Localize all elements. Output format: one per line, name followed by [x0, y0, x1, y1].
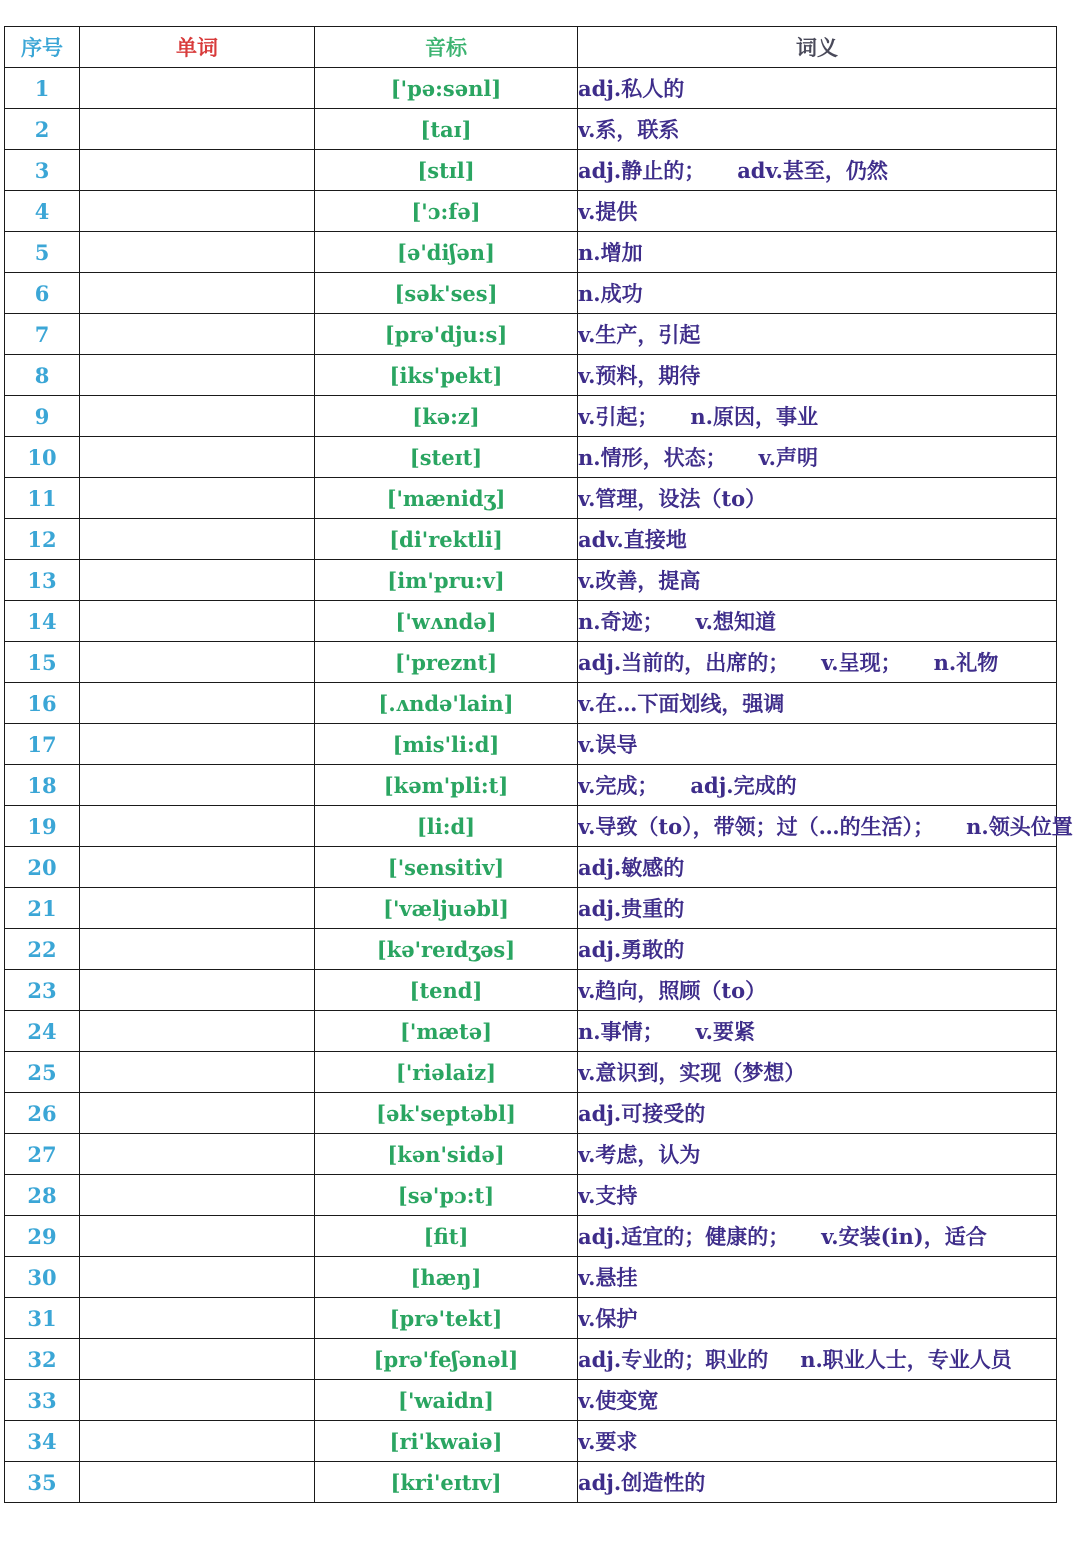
word-cell: [80, 437, 315, 478]
table-row: [5, 560, 1057, 601]
table-row: [5, 765, 1057, 806]
row-number: 29: [5, 1216, 80, 1257]
meaning-sense: adj.可接受的: [578, 1101, 706, 1126]
meaning-sense: v.完成；: [578, 773, 659, 798]
row-number: 17: [5, 724, 80, 765]
word-cell: [80, 396, 315, 437]
meaning-cell: [578, 1216, 1057, 1257]
meaning-sense: v.考虑，认为: [578, 1142, 701, 1167]
word-cell: [80, 1298, 315, 1339]
row-number: 12: [5, 519, 80, 560]
phonetic-cell: [stɪl]: [315, 150, 578, 191]
phonetic-cell: ['sensitiv]: [315, 847, 578, 888]
phonetic-cell: [iks'pekt]: [315, 355, 578, 396]
row-number: 18: [5, 765, 80, 806]
word-cell: [80, 109, 315, 150]
meaning-sense: v.系，联系: [578, 117, 680, 142]
table-row: [5, 601, 1057, 642]
table-row: [5, 396, 1057, 437]
table-row: [5, 683, 1057, 724]
meaning-cell: [578, 929, 1057, 970]
phonetic-cell: ['væljuəbl]: [315, 888, 578, 929]
row-number: 34: [5, 1421, 80, 1462]
meaning-cell: [578, 68, 1057, 109]
phonetic-cell: [hæŋ]: [315, 1257, 578, 1298]
meaning-sense: adv.甚至，仍然: [737, 158, 888, 183]
table-row: [5, 150, 1057, 191]
meaning-sense: adj.勇敢的: [578, 937, 685, 962]
meaning-sense: adv.直接地: [578, 527, 687, 552]
word-cell: [80, 929, 315, 970]
table-row: [5, 1175, 1057, 1216]
row-number: 11: [5, 478, 80, 519]
table-row: [5, 970, 1057, 1011]
phonetic-cell: [ri'kwaiə]: [315, 1421, 578, 1462]
word-cell: [80, 724, 315, 765]
meaning-sense: n.职业人士，专业人员: [800, 1347, 1012, 1372]
word-cell: [80, 1052, 315, 1093]
word-cell: [80, 232, 315, 273]
table-row: [5, 109, 1057, 150]
row-number: 2: [5, 109, 80, 150]
meaning-sense: v.悬挂: [578, 1265, 638, 1290]
meaning-sense: adj.完成的: [690, 773, 797, 798]
meaning-cell: [578, 1093, 1057, 1134]
table-row: [5, 1052, 1057, 1093]
word-cell: [80, 1462, 315, 1503]
row-number: 27: [5, 1134, 80, 1175]
table-row: [5, 1298, 1057, 1339]
meaning-sense: n.奇迹；: [578, 609, 664, 634]
meaning-cell: [578, 724, 1057, 765]
phonetic-cell: ['pə:sənl]: [315, 68, 578, 109]
meaning-sense: v.意识到，实现（梦想）: [578, 1060, 806, 1085]
header-meaning: 词义: [578, 27, 1057, 68]
word-cell: [80, 1175, 315, 1216]
table-row: [5, 888, 1057, 929]
meaning-sense: v.保护: [578, 1306, 638, 1331]
meaning-sense: n.事情；: [578, 1019, 664, 1044]
row-number: 30: [5, 1257, 80, 1298]
row-number: 28: [5, 1175, 80, 1216]
meaning-sense: v.改善，提高: [578, 568, 701, 593]
table-row: [5, 355, 1057, 396]
meaning-sense: adj.贵重的: [578, 896, 685, 921]
phonetic-cell: [prə'feʃənəl]: [315, 1339, 578, 1380]
word-cell: [80, 1011, 315, 1052]
meaning-sense: n.情形，状态；: [578, 445, 727, 470]
meaning-cell: [578, 806, 1073, 847]
row-number: 25: [5, 1052, 80, 1093]
meaning-sense: adj.静止的；: [578, 158, 706, 183]
table-row: [5, 1134, 1057, 1175]
phonetic-cell: [fit]: [315, 1216, 578, 1257]
meaning-cell: [578, 1421, 1057, 1462]
meaning-cell: [578, 560, 1057, 601]
table-row: [5, 1257, 1057, 1298]
meaning-cell: [578, 1011, 1057, 1052]
meaning-cell: [578, 355, 1057, 396]
meaning-cell: [578, 191, 1057, 232]
meaning-cell: [578, 478, 1057, 519]
row-number: 31: [5, 1298, 80, 1339]
row-number: 24: [5, 1011, 80, 1052]
table-row: [5, 1380, 1057, 1421]
phonetic-cell: [prə'dju:s]: [315, 314, 578, 355]
word-cell: [80, 68, 315, 109]
meaning-sense: v.想知道: [695, 609, 776, 634]
header-number: 序号: [5, 27, 80, 68]
phonetic-cell: ['waidn]: [315, 1380, 578, 1421]
table-body: [5, 68, 1073, 1503]
phonetic-cell: [prə'tekt]: [315, 1298, 578, 1339]
table-row: [5, 1339, 1057, 1380]
row-number: 21: [5, 888, 80, 929]
row-number: 32: [5, 1339, 80, 1380]
meaning-sense: adj.适宜的；健康的；: [578, 1224, 790, 1249]
word-cell: [80, 683, 315, 724]
vocabulary-sheet: [4, 26, 1073, 1503]
meaning-cell: [578, 314, 1057, 355]
phonetic-cell: [.ʌndə'lain]: [315, 683, 578, 724]
table-row: [5, 68, 1057, 109]
word-cell: [80, 765, 315, 806]
table-row: [5, 478, 1057, 519]
word-cell: [80, 601, 315, 642]
phonetic-cell: [kri'eɪtɪv]: [315, 1462, 578, 1503]
meaning-cell: [578, 1175, 1057, 1216]
row-number: 20: [5, 847, 80, 888]
meaning-cell: [578, 273, 1057, 314]
row-number: 22: [5, 929, 80, 970]
meaning-cell: [578, 150, 1057, 191]
word-cell: [80, 847, 315, 888]
row-number: 14: [5, 601, 80, 642]
vocabulary-table: [4, 26, 1073, 1503]
word-cell: [80, 150, 315, 191]
meaning-cell: [578, 765, 1057, 806]
meaning-cell: [578, 970, 1057, 1011]
phonetic-cell: [kəm'pli:t]: [315, 765, 578, 806]
word-cell: [80, 806, 315, 847]
table-row: [5, 1216, 1057, 1257]
row-number: 3: [5, 150, 80, 191]
phonetic-cell: ['wʌndə]: [315, 601, 578, 642]
meaning-sense: n.成功: [578, 281, 643, 306]
row-number: 26: [5, 1093, 80, 1134]
meaning-sense: v.声明: [758, 445, 818, 470]
meaning-cell: [578, 1380, 1057, 1421]
word-cell: [80, 314, 315, 355]
meaning-cell: [578, 1462, 1057, 1503]
table-row: [5, 1421, 1057, 1462]
word-cell: [80, 1257, 315, 1298]
phonetic-cell: [li:d]: [315, 806, 578, 847]
meaning-sense: n.增加: [578, 240, 643, 265]
table-row: [5, 724, 1057, 765]
header-word: 单词: [80, 27, 315, 68]
meaning-cell: [578, 396, 1057, 437]
meaning-sense: n.领头位置: [966, 814, 1073, 839]
meaning-cell: [578, 1134, 1057, 1175]
phonetic-cell: ['mætə]: [315, 1011, 578, 1052]
table-row: [5, 191, 1057, 232]
meaning-sense: adj.当前的，出席的；: [578, 650, 790, 675]
word-cell: [80, 642, 315, 683]
table-row: [5, 437, 1057, 478]
table-row: [5, 1462, 1057, 1503]
phonetic-cell: [tend]: [315, 970, 578, 1011]
word-cell: [80, 1093, 315, 1134]
meaning-sense: v.预料，期待: [578, 363, 701, 388]
meaning-sense: v.管理，设法（to）: [578, 486, 767, 511]
meaning-cell: [578, 642, 1057, 683]
row-number: 5: [5, 232, 80, 273]
word-cell: [80, 273, 315, 314]
meaning-sense: v.使变宽: [578, 1388, 659, 1413]
meaning-sense: v.要求: [578, 1429, 638, 1454]
meaning-sense: adj.敏感的: [578, 855, 685, 880]
meaning-sense: v.引起；: [578, 404, 659, 429]
phonetic-cell: [ə'diʃən]: [315, 232, 578, 273]
row-number: 10: [5, 437, 80, 478]
word-cell: [80, 1339, 315, 1380]
meaning-cell: [578, 1052, 1057, 1093]
phonetic-cell: [kən'sidə]: [315, 1134, 578, 1175]
meaning-cell: [578, 847, 1057, 888]
row-number: 35: [5, 1462, 80, 1503]
word-cell: [80, 1380, 315, 1421]
word-cell: [80, 1216, 315, 1257]
meaning-sense: v.趋向，照顾（to）: [578, 978, 767, 1003]
meaning-cell: [578, 1257, 1057, 1298]
meaning-sense: v.安装(in)，适合: [821, 1224, 987, 1249]
word-cell: [80, 191, 315, 232]
meaning-cell: [578, 1298, 1057, 1339]
meaning-sense: v.支持: [578, 1183, 638, 1208]
table-row: [5, 1093, 1057, 1134]
row-number: 15: [5, 642, 80, 683]
row-number: 9: [5, 396, 80, 437]
table-row: [5, 232, 1057, 273]
table-row: [5, 642, 1057, 683]
word-cell: [80, 1134, 315, 1175]
word-cell: [80, 970, 315, 1011]
meaning-sense: adj.专业的；职业的: [578, 1347, 769, 1372]
row-number: 7: [5, 314, 80, 355]
meaning-sense: n.礼物: [933, 650, 999, 675]
meaning-cell: [578, 232, 1057, 273]
word-cell: [80, 888, 315, 929]
meaning-cell: [578, 1339, 1057, 1380]
row-number: 23: [5, 970, 80, 1011]
phonetic-cell: ['mænidʒ]: [315, 478, 578, 519]
row-number: 16: [5, 683, 80, 724]
table-row: [5, 1011, 1057, 1052]
phonetic-cell: [kə'reɪdʒəs]: [315, 929, 578, 970]
meaning-cell: [578, 519, 1057, 560]
row-number: 1: [5, 68, 80, 109]
phonetic-cell: [steɪt]: [315, 437, 578, 478]
meaning-sense: v.要紧: [695, 1019, 755, 1044]
row-number: 4: [5, 191, 80, 232]
phonetic-cell: [mis'li:d]: [315, 724, 578, 765]
meaning-sense: n.原因，事业: [690, 404, 818, 429]
meaning-sense: v.在…下面划线，强调: [578, 691, 785, 716]
row-number: 19: [5, 806, 80, 847]
table-header-row: [5, 27, 1057, 68]
phonetic-cell: [taɪ]: [315, 109, 578, 150]
meaning-sense: v.呈现；: [821, 650, 902, 675]
word-cell: [80, 560, 315, 601]
word-cell: [80, 355, 315, 396]
table-row: [5, 273, 1057, 314]
row-number: 6: [5, 273, 80, 314]
phonetic-cell: ['ɔ:fə]: [315, 191, 578, 232]
phonetic-cell: ['riəlaiz]: [315, 1052, 578, 1093]
phonetic-cell: [kə:z]: [315, 396, 578, 437]
meaning-cell: [578, 109, 1057, 150]
header-phonetic: 音标: [315, 27, 578, 68]
table-row: [5, 929, 1057, 970]
table-row: [5, 314, 1057, 355]
meaning-sense: adj.创造性的: [578, 1470, 706, 1495]
meaning-cell: [578, 437, 1057, 478]
word-cell: [80, 1421, 315, 1462]
phonetic-cell: [di'rektli]: [315, 519, 578, 560]
row-number: 33: [5, 1380, 80, 1421]
phonetic-cell: [ək'septəbl]: [315, 1093, 578, 1134]
meaning-cell: [578, 888, 1057, 929]
meaning-sense: v.提供: [578, 199, 638, 224]
table-row: [5, 847, 1057, 888]
phonetic-cell: [sə'pɔ:t]: [315, 1175, 578, 1216]
meaning-sense: adj.私人的: [578, 76, 685, 101]
meaning-cell: [578, 601, 1057, 642]
table-row: [5, 806, 1057, 847]
meaning-cell: [578, 683, 1057, 724]
meaning-sense: v.导致（to），带领；过（…的生活）；: [578, 814, 935, 839]
table-row: [5, 519, 1057, 560]
meaning-sense: v.生产，引起: [578, 322, 701, 347]
word-cell: [80, 478, 315, 519]
phonetic-cell: ['preznt]: [315, 642, 578, 683]
phonetic-cell: [sək'ses]: [315, 273, 578, 314]
meaning-sense: v.误导: [578, 732, 638, 757]
row-number: 8: [5, 355, 80, 396]
row-number: 13: [5, 560, 80, 601]
word-cell: [80, 519, 315, 560]
phonetic-cell: [im'pru:v]: [315, 560, 578, 601]
